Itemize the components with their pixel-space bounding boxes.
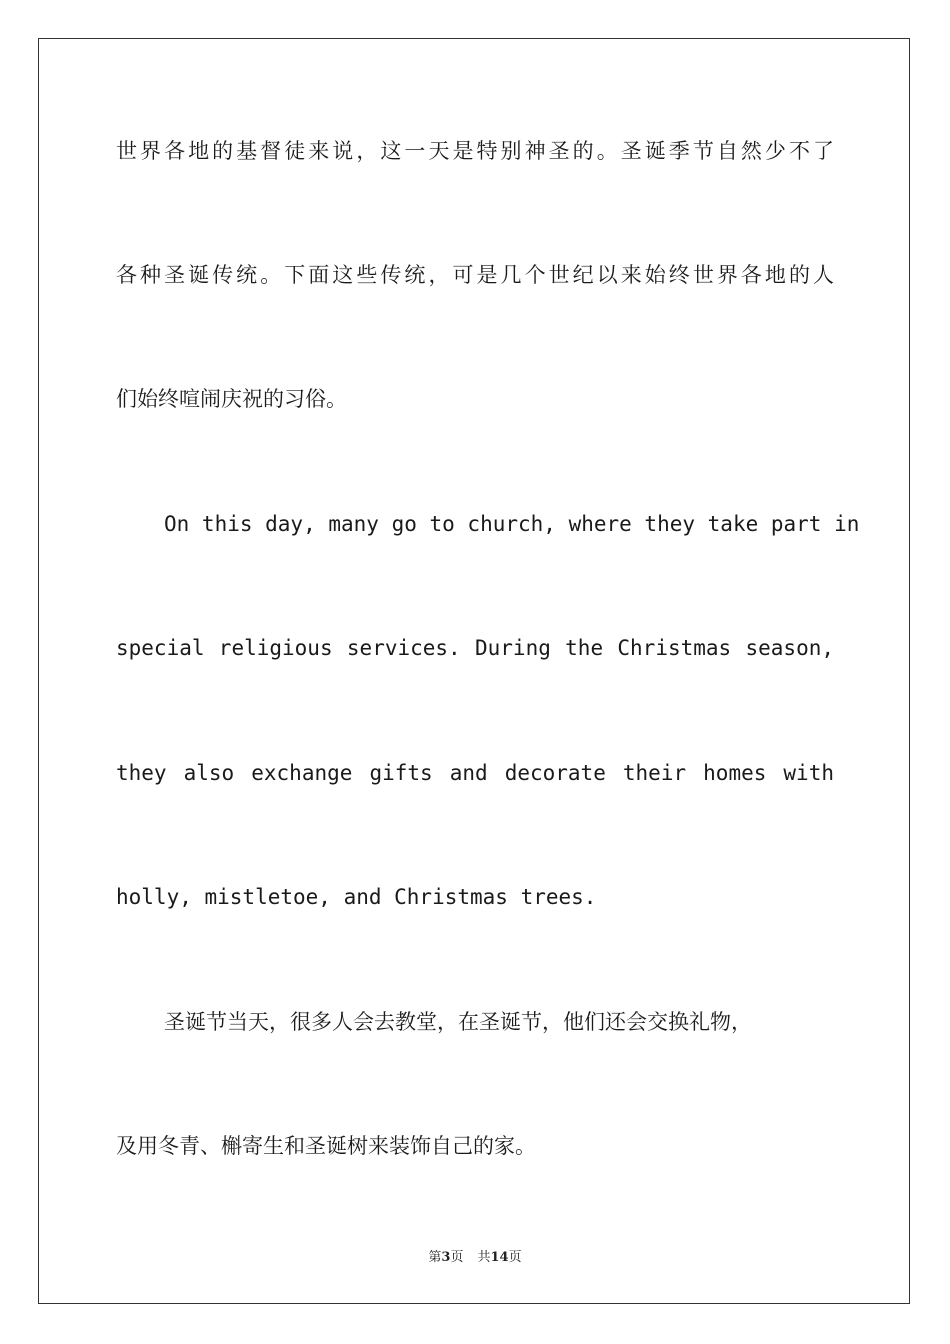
footer-page-number: 3 (441, 1250, 451, 1265)
footer-page-suffix: 页 (450, 1250, 464, 1265)
text-line: they also exchange gifts and decorate their homes with (116, 761, 834, 785)
footer-page-prefix: 第 (428, 1250, 442, 1265)
text-line: 世界各地的基督徒来说，这一天是特别神圣的。圣诞季节自然少不了 (116, 139, 834, 163)
text-line: 圣诞节当天，很多人会去教堂，在圣诞节，他们还会交换礼物， (164, 1010, 752, 1034)
text-line: holly, mistletoe, and Christmas trees. (116, 885, 597, 909)
footer-total-prefix: 共 (477, 1250, 491, 1265)
page-footer (0, 1246, 950, 1265)
text-line: 各种圣诞传统。下面这些传统，可是几个世纪以来始终世界各地的人 (116, 263, 834, 287)
text-line: 及用冬青、槲寄生和圣诞树来装饰自己的家。 (116, 1134, 536, 1158)
text-line: 们始终喧闹庆祝的习俗。 (116, 387, 347, 411)
text-line: On this day, many go to church, where they take part in (164, 512, 860, 536)
footer-total-pages: 14 (490, 1250, 509, 1265)
footer-total-suffix: 页 (508, 1250, 522, 1265)
page-border (38, 38, 910, 1304)
text-line: special religious services. During the Christmas season, (116, 636, 834, 660)
